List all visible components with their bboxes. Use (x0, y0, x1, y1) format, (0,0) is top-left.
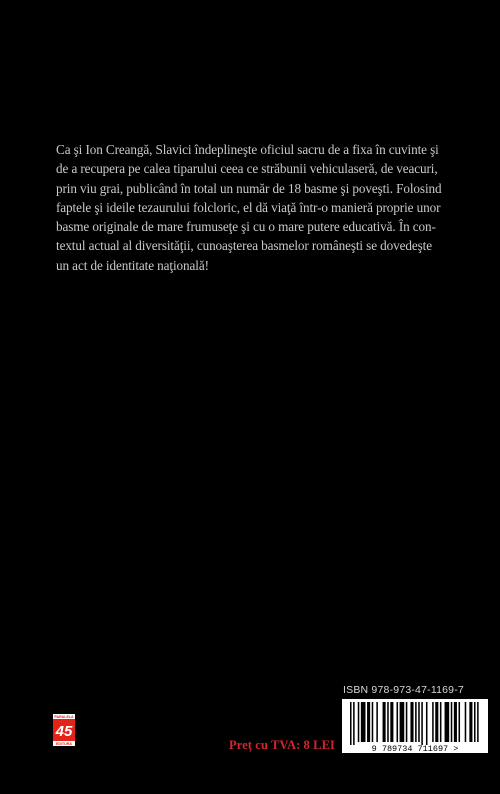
barcode-bar (426, 702, 428, 745)
blurb-line: prin viu grai, publicând în total un număr de 18 basme şi poveşti. Folosind (56, 180, 442, 196)
blurb-line: basme originale de mare frumuseţe şi cu o mare putere educativă. În con- (56, 219, 436, 235)
barcode-bar (435, 702, 438, 742)
barcode-bar (440, 702, 442, 742)
barcode-bar (459, 702, 461, 742)
paralela-45-logo-icon (53, 714, 75, 746)
barcode-digits: 9 789734 711697 > (371, 744, 459, 753)
price-label: Preţ cu TVA: 8 LEI (229, 738, 335, 752)
blurb-line: textul actual al diversităţii, cunoaşterea basmelor româneşti se dovedeşte (56, 238, 432, 254)
blurb-line: de a recupera pe calea tiparului ceea ce străbunii vehiculaseră, de veacuri, (56, 161, 438, 177)
barcode-bar (397, 702, 399, 742)
barcode-bar (387, 702, 389, 742)
barcode-bar (406, 702, 408, 742)
barcode-bar (454, 702, 457, 742)
blurb-line: faptele şi ideile tezaurului folcloric, el dă viaţă într-o manieră proprie unor (56, 199, 441, 215)
isbn-barcode (342, 699, 488, 753)
barcode-bar (477, 702, 479, 742)
barcode-bar (390, 702, 393, 742)
barcode-bar (353, 702, 355, 745)
barcode-bar (372, 702, 374, 742)
barcode-bar (469, 702, 472, 742)
barcode-bar (376, 702, 378, 742)
svg-text:PARALELA: PARALELA (54, 715, 74, 719)
isbn-label: ISBN 978-973-47-1169-7 (343, 684, 464, 696)
barcode-bar (383, 702, 386, 742)
publisher-logo (53, 714, 75, 746)
barcode-bar (474, 702, 476, 742)
barcode-bar (465, 702, 467, 742)
barcode-bar (451, 702, 453, 742)
barcode-bar (432, 702, 434, 742)
barcode-bar (445, 702, 450, 742)
barcode-bar (361, 702, 366, 742)
barcode-bar (400, 702, 405, 742)
blurb-line: Ca şi Ion Creangă, Slavici îndeplineşte oficiul sacru de a fixa în cuvinte şi (56, 142, 439, 157)
svg-text:45: 45 (55, 723, 73, 740)
blurb-line: un act de identitate naţională! (56, 257, 209, 273)
svg-text:EDITURA: EDITURA (56, 742, 72, 746)
barcode-bar (418, 702, 420, 742)
barcode-bar (358, 702, 360, 742)
barcode-bar (367, 702, 370, 742)
back-cover-blurb (56, 140, 442, 275)
barcode-bar (421, 702, 423, 745)
barcode-bar (410, 702, 413, 742)
barcode-bar (415, 702, 417, 742)
barcode-image (342, 699, 488, 753)
barcode-bar (350, 702, 352, 745)
